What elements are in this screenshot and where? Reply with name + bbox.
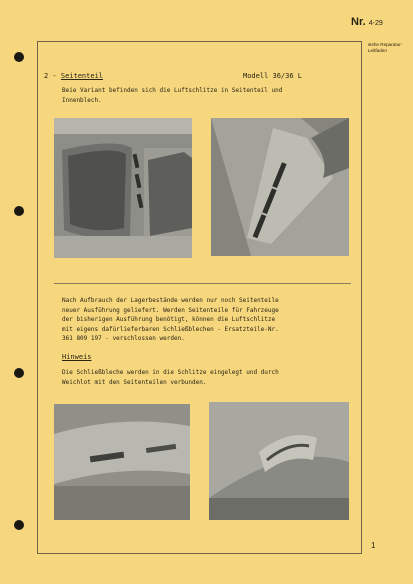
note-text: Die Schließbleche werden in die Schlitze eingelegt und durch Weichlot mit den Seitenteilen verbunden. <box>62 369 279 386</box>
punch-hole <box>14 52 24 62</box>
frame-line-bottom <box>37 553 361 554</box>
section-title: Seitenteil <box>60 72 104 80</box>
section-number: 2 - <box>44 72 61 80</box>
frame-line-top <box>37 41 361 42</box>
photo-closing-plate <box>54 404 190 520</box>
page-number-value: 4-29 <box>368 20 383 27</box>
photo-inner-panel <box>211 118 349 256</box>
note-heading: Hinweis <box>62 353 92 361</box>
side-note: siehe Reparatur-Leitfaden <box>368 42 403 53</box>
section-divider <box>54 283 351 284</box>
page-number <box>351 16 383 28</box>
body-paragraph: Nach Aufbrauch der Lagerbestände werden nur noch Seitenteile neuer Ausführung geliefert. Werden Seitenteile für Fahrzeuge der bisherigen Ausführung benötigt, können die Luftschlitze mit eigens dafürlieferbaren Schließblechen - Ersatzteile-Nr. 361 809 197 - verschlossen werden. <box>62 297 279 342</box>
punch-hole <box>14 206 24 216</box>
intro-text: Beie Variant befinden sich die Luftschlitze in Seitenteil und Innenblech. <box>62 87 283 104</box>
punch-hole <box>14 520 24 530</box>
page-number-prefix: Nr. <box>351 16 366 28</box>
frame-line-left <box>37 41 38 553</box>
punch-hole <box>14 368 24 378</box>
section-heading <box>44 72 103 80</box>
model-label: Modell 36/36 L <box>243 72 303 80</box>
photo-soldered-plate <box>209 402 349 520</box>
footer-page: 1 <box>371 541 376 550</box>
photo-side-window <box>54 118 192 258</box>
